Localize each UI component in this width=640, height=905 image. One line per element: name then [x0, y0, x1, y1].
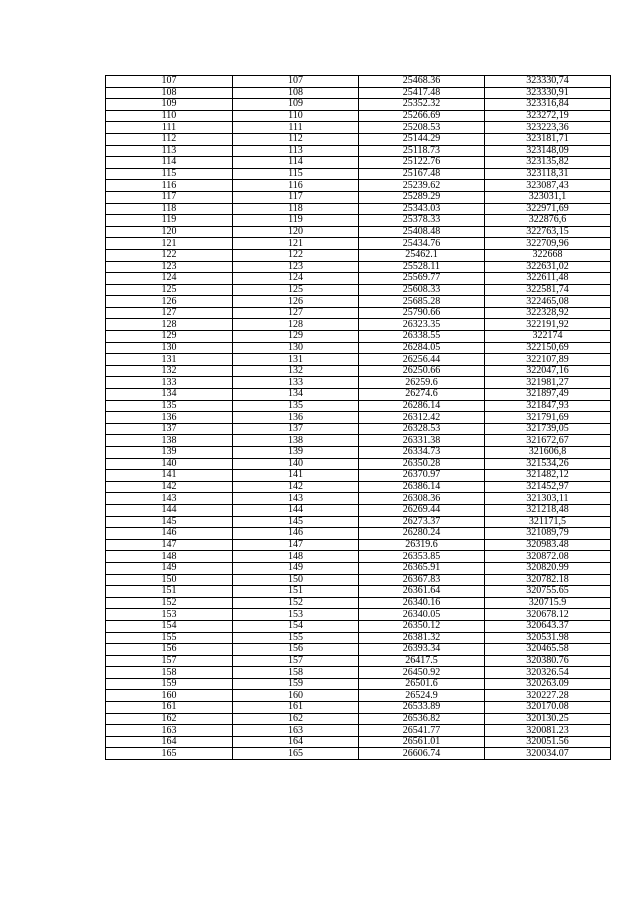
- y-coordinate-cell: 321739,05: [485, 423, 611, 435]
- y-coordinate-cell: 320678.12: [485, 609, 611, 621]
- x-coordinate-cell: 25417.48: [359, 87, 485, 99]
- y-coordinate-cell: 321791,69: [485, 412, 611, 424]
- point-number-cell: 111: [106, 122, 233, 134]
- x-coordinate-cell: 26319.6: [359, 539, 485, 551]
- point-number-cell: 165: [106, 748, 233, 760]
- y-coordinate-cell: 322107,89: [485, 354, 611, 366]
- point-id-cell: 126: [233, 296, 359, 308]
- table-row: [106, 261, 611, 273]
- table-row: [106, 99, 611, 111]
- point-id-cell: 149: [233, 562, 359, 574]
- y-coordinate-cell: 320715.9: [485, 597, 611, 609]
- x-coordinate-cell: 26331.38: [359, 435, 485, 447]
- point-id-cell: 162: [233, 713, 359, 725]
- table-row: [106, 748, 611, 760]
- point-number-cell: 142: [106, 481, 233, 493]
- point-number-cell: 126: [106, 296, 233, 308]
- table-row: [106, 574, 611, 586]
- point-id-cell: 156: [233, 644, 359, 656]
- y-coordinate-cell: 321847,93: [485, 400, 611, 412]
- point-id-cell: 116: [233, 180, 359, 192]
- table-row: [106, 203, 611, 215]
- x-coordinate-cell: 25468.36: [359, 76, 485, 88]
- x-coordinate-cell: 26541.77: [359, 725, 485, 737]
- x-coordinate-cell: 26350.28: [359, 458, 485, 470]
- table-row: [106, 481, 611, 493]
- table-row: [106, 516, 611, 528]
- point-number-cell: 140: [106, 458, 233, 470]
- point-id-cell: 137: [233, 423, 359, 435]
- table-row: [106, 528, 611, 540]
- table-row: [106, 539, 611, 551]
- table-row: [106, 168, 611, 180]
- table-row: [106, 423, 611, 435]
- y-coordinate-cell: 323330,91: [485, 87, 611, 99]
- y-coordinate-cell: 320051.56: [485, 736, 611, 748]
- y-coordinate-cell: 320170.08: [485, 702, 611, 714]
- table-row: [106, 447, 611, 459]
- point-number-cell: 121: [106, 238, 233, 250]
- y-coordinate-cell: 320872.08: [485, 551, 611, 563]
- table-row: [106, 157, 611, 169]
- point-number-cell: 157: [106, 655, 233, 667]
- table-row: [106, 133, 611, 145]
- y-coordinate-cell: 321897,49: [485, 389, 611, 401]
- point-number-cell: 136: [106, 412, 233, 424]
- table-row: [106, 145, 611, 157]
- point-number-cell: 109: [106, 99, 233, 111]
- point-id-cell: 152: [233, 597, 359, 609]
- table-row: [106, 284, 611, 296]
- table-row: [106, 713, 611, 725]
- x-coordinate-cell: 26259.6: [359, 377, 485, 389]
- table-row: [106, 644, 611, 656]
- point-id-cell: 144: [233, 504, 359, 516]
- x-coordinate-cell: 25343.03: [359, 203, 485, 215]
- y-coordinate-cell: 322191,92: [485, 319, 611, 331]
- table-row: [106, 458, 611, 470]
- x-coordinate-cell: 25434.76: [359, 238, 485, 250]
- point-id-cell: 158: [233, 667, 359, 679]
- point-number-cell: 115: [106, 168, 233, 180]
- y-coordinate-cell: 320782.18: [485, 574, 611, 586]
- y-coordinate-cell: 323330,74: [485, 76, 611, 88]
- point-number-cell: 132: [106, 365, 233, 377]
- x-coordinate-cell: 26365.91: [359, 562, 485, 574]
- point-id-cell: 142: [233, 481, 359, 493]
- point-id-cell: 121: [233, 238, 359, 250]
- point-id-cell: 123: [233, 261, 359, 273]
- y-coordinate-cell: 322631,02: [485, 261, 611, 273]
- point-number-cell: 154: [106, 620, 233, 632]
- point-id-cell: 111: [233, 122, 359, 134]
- point-number-cell: 135: [106, 400, 233, 412]
- table-row: [106, 377, 611, 389]
- y-coordinate-cell: 323135,82: [485, 157, 611, 169]
- y-coordinate-cell: 323272,19: [485, 110, 611, 122]
- y-coordinate-cell: 320130.25: [485, 713, 611, 725]
- table-row: [106, 655, 611, 667]
- y-coordinate-cell: 320034.07: [485, 748, 611, 760]
- y-coordinate-cell: 322328,92: [485, 307, 611, 319]
- point-id-cell: 148: [233, 551, 359, 563]
- point-number-cell: 143: [106, 493, 233, 505]
- point-number-cell: 114: [106, 157, 233, 169]
- x-coordinate-cell: 26450.92: [359, 667, 485, 679]
- y-coordinate-cell: 321089,79: [485, 528, 611, 540]
- point-number-cell: 163: [106, 725, 233, 737]
- y-coordinate-cell: 320227.28: [485, 690, 611, 702]
- table-row: [106, 273, 611, 285]
- y-coordinate-cell: 320263.09: [485, 678, 611, 690]
- table-row: [106, 110, 611, 122]
- x-coordinate-cell: 26561.01: [359, 736, 485, 748]
- point-number-cell: 152: [106, 597, 233, 609]
- table-row: [106, 249, 611, 261]
- point-number-cell: 125: [106, 284, 233, 296]
- point-number-cell: 148: [106, 551, 233, 563]
- coordinate-table-body: [106, 76, 611, 760]
- table-row: [106, 562, 611, 574]
- x-coordinate-cell: 26606.74: [359, 748, 485, 760]
- point-id-cell: 154: [233, 620, 359, 632]
- point-id-cell: 109: [233, 99, 359, 111]
- x-coordinate-cell: 26334.73: [359, 447, 485, 459]
- x-coordinate-cell: 26361.64: [359, 586, 485, 598]
- point-id-cell: 147: [233, 539, 359, 551]
- point-id-cell: 159: [233, 678, 359, 690]
- point-id-cell: 114: [233, 157, 359, 169]
- y-coordinate-cell: 322465,08: [485, 296, 611, 308]
- table-row: [106, 678, 611, 690]
- point-id-cell: 165: [233, 748, 359, 760]
- x-coordinate-cell: 26524.9: [359, 690, 485, 702]
- point-number-cell: 150: [106, 574, 233, 586]
- x-coordinate-cell: 25352.32: [359, 99, 485, 111]
- point-number-cell: 164: [106, 736, 233, 748]
- x-coordinate-cell: 26393.34: [359, 644, 485, 656]
- x-coordinate-cell: 25608.33: [359, 284, 485, 296]
- y-coordinate-cell: 323031,1: [485, 191, 611, 203]
- y-coordinate-cell: 322150,69: [485, 342, 611, 354]
- point-id-cell: 132: [233, 365, 359, 377]
- table-row: [106, 307, 611, 319]
- point-id-cell: 122: [233, 249, 359, 261]
- point-id-cell: 145: [233, 516, 359, 528]
- point-id-cell: 130: [233, 342, 359, 354]
- point-id-cell: 139: [233, 447, 359, 459]
- table-row: [106, 400, 611, 412]
- table-row: [106, 296, 611, 308]
- x-coordinate-cell: 26284.05: [359, 342, 485, 354]
- x-coordinate-cell: 26250.66: [359, 365, 485, 377]
- point-number-cell: 110: [106, 110, 233, 122]
- point-id-cell: 118: [233, 203, 359, 215]
- table-row: [106, 365, 611, 377]
- table-row: [106, 690, 611, 702]
- point-number-cell: 161: [106, 702, 233, 714]
- point-number-cell: 151: [106, 586, 233, 598]
- y-coordinate-cell: 322581,74: [485, 284, 611, 296]
- point-id-cell: 107: [233, 76, 359, 88]
- point-number-cell: 153: [106, 609, 233, 621]
- point-id-cell: 125: [233, 284, 359, 296]
- point-number-cell: 146: [106, 528, 233, 540]
- x-coordinate-cell: 26308.36: [359, 493, 485, 505]
- y-coordinate-cell: 323223,36: [485, 122, 611, 134]
- point-id-cell: 157: [233, 655, 359, 667]
- table-row: [106, 725, 611, 737]
- y-coordinate-cell: 322174: [485, 331, 611, 343]
- x-coordinate-cell: 26286.14: [359, 400, 485, 412]
- point-id-cell: 135: [233, 400, 359, 412]
- x-coordinate-cell: 25208.53: [359, 122, 485, 134]
- x-coordinate-cell: 26367.83: [359, 574, 485, 586]
- y-coordinate-cell: 323087,43: [485, 180, 611, 192]
- table-row: [106, 551, 611, 563]
- point-number-cell: 120: [106, 226, 233, 238]
- x-coordinate-cell: 25569.77: [359, 273, 485, 285]
- y-coordinate-cell: 320983.48: [485, 539, 611, 551]
- point-number-cell: 155: [106, 632, 233, 644]
- table-row: [106, 736, 611, 748]
- x-coordinate-cell: 26381.32: [359, 632, 485, 644]
- point-id-cell: 164: [233, 736, 359, 748]
- point-number-cell: 145: [106, 516, 233, 528]
- point-number-cell: 147: [106, 539, 233, 551]
- table-row: [106, 319, 611, 331]
- table-row: [106, 122, 611, 134]
- point-id-cell: 128: [233, 319, 359, 331]
- x-coordinate-cell: 25266.69: [359, 110, 485, 122]
- x-coordinate-cell: 26533.89: [359, 702, 485, 714]
- table-row: [106, 586, 611, 598]
- point-id-cell: 151: [233, 586, 359, 598]
- point-id-cell: 143: [233, 493, 359, 505]
- y-coordinate-cell: 320465.58: [485, 644, 611, 656]
- x-coordinate-cell: 25167.48: [359, 168, 485, 180]
- table-row: [106, 620, 611, 632]
- point-number-cell: 156: [106, 644, 233, 656]
- point-id-cell: 134: [233, 389, 359, 401]
- y-coordinate-cell: 320820.99: [485, 562, 611, 574]
- table-row: [106, 342, 611, 354]
- x-coordinate-cell: 25462.1: [359, 249, 485, 261]
- coordinate-table: [105, 75, 611, 760]
- point-number-cell: 144: [106, 504, 233, 516]
- x-coordinate-cell: 26273.37: [359, 516, 485, 528]
- point-id-cell: 119: [233, 215, 359, 227]
- x-coordinate-cell: 26370.97: [359, 470, 485, 482]
- y-coordinate-cell: 322611,48: [485, 273, 611, 285]
- point-id-cell: 110: [233, 110, 359, 122]
- point-number-cell: 138: [106, 435, 233, 447]
- point-number-cell: 160: [106, 690, 233, 702]
- point-number-cell: 162: [106, 713, 233, 725]
- point-number-cell: 123: [106, 261, 233, 273]
- table-row: [106, 609, 611, 621]
- point-id-cell: 136: [233, 412, 359, 424]
- y-coordinate-cell: 321606,8: [485, 447, 611, 459]
- x-coordinate-cell: 26323.35: [359, 319, 485, 331]
- x-coordinate-cell: 26501.6: [359, 678, 485, 690]
- y-coordinate-cell: 321452,97: [485, 481, 611, 493]
- x-coordinate-cell: 25239.62: [359, 180, 485, 192]
- x-coordinate-cell: 26328.53: [359, 423, 485, 435]
- table-row: [106, 389, 611, 401]
- point-number-cell: 131: [106, 354, 233, 366]
- point-number-cell: 113: [106, 145, 233, 157]
- x-coordinate-cell: 25144.29: [359, 133, 485, 145]
- y-coordinate-cell: 320380.76: [485, 655, 611, 667]
- point-number-cell: 134: [106, 389, 233, 401]
- y-coordinate-cell: 322763,15: [485, 226, 611, 238]
- point-id-cell: 124: [233, 273, 359, 285]
- point-number-cell: 130: [106, 342, 233, 354]
- y-coordinate-cell: 320643.37: [485, 620, 611, 632]
- point-id-cell: 140: [233, 458, 359, 470]
- point-id-cell: 160: [233, 690, 359, 702]
- y-coordinate-cell: 321981,27: [485, 377, 611, 389]
- table-row: [106, 632, 611, 644]
- table-row: [106, 238, 611, 250]
- x-coordinate-cell: 25118.73: [359, 145, 485, 157]
- x-coordinate-cell: 26256.44: [359, 354, 485, 366]
- x-coordinate-cell: 25408.48: [359, 226, 485, 238]
- point-number-cell: 122: [106, 249, 233, 261]
- point-id-cell: 117: [233, 191, 359, 203]
- point-number-cell: 112: [106, 133, 233, 145]
- x-coordinate-cell: 25528.11: [359, 261, 485, 273]
- x-coordinate-cell: 26417.5: [359, 655, 485, 667]
- table-row: [106, 504, 611, 516]
- x-coordinate-cell: 26312.42: [359, 412, 485, 424]
- point-id-cell: 112: [233, 133, 359, 145]
- point-number-cell: 159: [106, 678, 233, 690]
- point-number-cell: 133: [106, 377, 233, 389]
- table-row: [106, 470, 611, 482]
- y-coordinate-cell: 320326.54: [485, 667, 611, 679]
- y-coordinate-cell: 321303,11: [485, 493, 611, 505]
- x-coordinate-cell: 25685.28: [359, 296, 485, 308]
- table-row: [106, 87, 611, 99]
- y-coordinate-cell: 322668: [485, 249, 611, 261]
- point-id-cell: 155: [233, 632, 359, 644]
- y-coordinate-cell: 322047,16: [485, 365, 611, 377]
- y-coordinate-cell: 323316,84: [485, 99, 611, 111]
- point-number-cell: 107: [106, 76, 233, 88]
- point-id-cell: 120: [233, 226, 359, 238]
- point-number-cell: 139: [106, 447, 233, 459]
- x-coordinate-cell: 26338.55: [359, 331, 485, 343]
- point-number-cell: 124: [106, 273, 233, 285]
- table-row: [106, 180, 611, 192]
- table-row: [106, 215, 611, 227]
- point-number-cell: 108: [106, 87, 233, 99]
- table-row: [106, 354, 611, 366]
- point-id-cell: 163: [233, 725, 359, 737]
- point-id-cell: 161: [233, 702, 359, 714]
- point-id-cell: 115: [233, 168, 359, 180]
- x-coordinate-cell: 26340.16: [359, 597, 485, 609]
- point-id-cell: 113: [233, 145, 359, 157]
- point-number-cell: 116: [106, 180, 233, 192]
- y-coordinate-cell: 321218,48: [485, 504, 611, 516]
- point-number-cell: 137: [106, 423, 233, 435]
- point-id-cell: 153: [233, 609, 359, 621]
- point-id-cell: 131: [233, 354, 359, 366]
- table-row: [106, 412, 611, 424]
- table-row: [106, 76, 611, 88]
- point-id-cell: 138: [233, 435, 359, 447]
- y-coordinate-cell: 321672,67: [485, 435, 611, 447]
- point-id-cell: 108: [233, 87, 359, 99]
- x-coordinate-cell: 26274.6: [359, 389, 485, 401]
- point-number-cell: 117: [106, 191, 233, 203]
- y-coordinate-cell: 322876,6: [485, 215, 611, 227]
- x-coordinate-cell: 25122.76: [359, 157, 485, 169]
- point-number-cell: 158: [106, 667, 233, 679]
- y-coordinate-cell: 321534,26: [485, 458, 611, 470]
- table-row: [106, 331, 611, 343]
- x-coordinate-cell: 26536.82: [359, 713, 485, 725]
- x-coordinate-cell: 25289.29: [359, 191, 485, 203]
- y-coordinate-cell: 321171,5: [485, 516, 611, 528]
- x-coordinate-cell: 25790.66: [359, 307, 485, 319]
- y-coordinate-cell: 323148,09: [485, 145, 611, 157]
- y-coordinate-cell: 320081.23: [485, 725, 611, 737]
- y-coordinate-cell: 320755.65: [485, 586, 611, 598]
- x-coordinate-cell: 26386.14: [359, 481, 485, 493]
- table-row: [106, 493, 611, 505]
- point-id-cell: 129: [233, 331, 359, 343]
- point-number-cell: 141: [106, 470, 233, 482]
- y-coordinate-cell: 322971,69: [485, 203, 611, 215]
- x-coordinate-cell: 26340.05: [359, 609, 485, 621]
- point-id-cell: 141: [233, 470, 359, 482]
- point-id-cell: 133: [233, 377, 359, 389]
- x-coordinate-cell: 25378.33: [359, 215, 485, 227]
- x-coordinate-cell: 26280.24: [359, 528, 485, 540]
- table-row: [106, 702, 611, 714]
- y-coordinate-cell: 320531.98: [485, 632, 611, 644]
- y-coordinate-cell: 323118,31: [485, 168, 611, 180]
- point-id-cell: 146: [233, 528, 359, 540]
- point-number-cell: 149: [106, 562, 233, 574]
- y-coordinate-cell: 322709,96: [485, 238, 611, 250]
- point-id-cell: 127: [233, 307, 359, 319]
- table-row: [106, 597, 611, 609]
- x-coordinate-cell: 26269.44: [359, 504, 485, 516]
- y-coordinate-cell: 321482,12: [485, 470, 611, 482]
- y-coordinate-cell: 323181,71: [485, 133, 611, 145]
- point-number-cell: 119: [106, 215, 233, 227]
- point-number-cell: 128: [106, 319, 233, 331]
- point-number-cell: 127: [106, 307, 233, 319]
- point-number-cell: 129: [106, 331, 233, 343]
- point-id-cell: 150: [233, 574, 359, 586]
- table-row: [106, 226, 611, 238]
- table-row: [106, 667, 611, 679]
- point-number-cell: 118: [106, 203, 233, 215]
- table-row: [106, 435, 611, 447]
- x-coordinate-cell: 26350.12: [359, 620, 485, 632]
- x-coordinate-cell: 26353.85: [359, 551, 485, 563]
- table-row: [106, 191, 611, 203]
